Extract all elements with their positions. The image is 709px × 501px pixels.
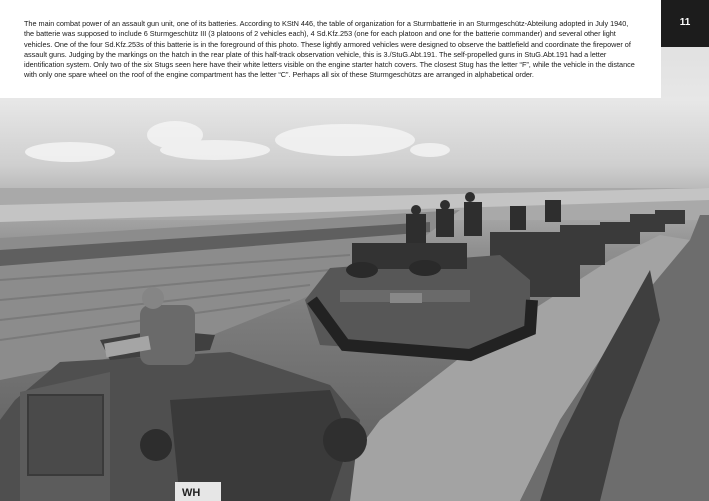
page-number: 11 [679,17,691,28]
page-number-tab [661,0,709,47]
vehicle-plate-text: WH [182,487,201,499]
photo-caption: The main combat power of an assault gun unit, one of its batteries. According to KStN 446, the table of organization for a Sturmbatterie in an Sturmgeschütz-Abteilung adopted in July 1940, the batterie was supposed to include 6 Sturmgeschütz III (3 platoons of 2 vehicles each), 4 Sd.Kfz.253 (one for each platoon and one for the batterie commander) and several other light vehicles. One of the four Sd.Kfz.253s of this batterie is in the foreground of this photo. These lightly armored vehicles were designed to observe the battlefield and coordinate the firepower of assault guns. Judging by the markings on the hatch in the rear plate of this half-track observation vehicle, this is 3./StuG.Abt.191. The self-propelled guns in StuG.Abt.191 had a letter identification system. Only two of the six Stugs seen here have their white letters visible on the engine starter hatch covers. The closest Stug has the letter “F”, while the vehicle in the distance with only one spare wheel on the roof of the engine compartment has the letter “C”. Perhaps all six of these Sturmgeschützs are arranged in alphabetical order. [24,19,635,80]
caption-panel [0,0,661,98]
clouds [25,121,450,162]
